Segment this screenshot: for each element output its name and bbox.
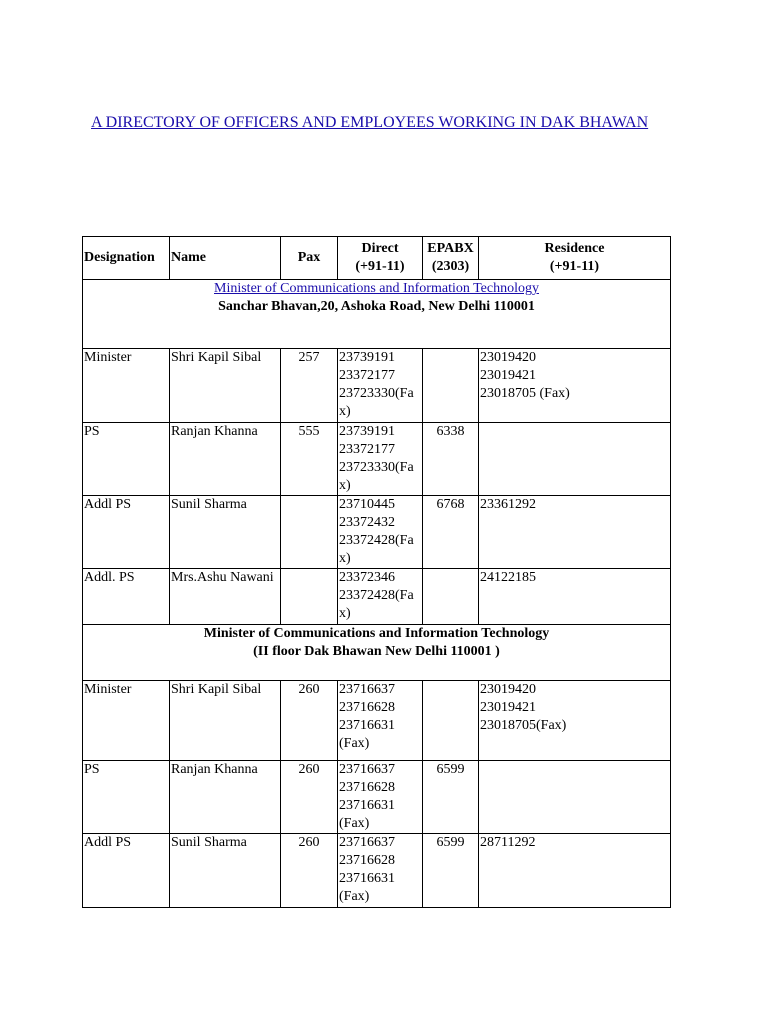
epabx-cell (423, 681, 479, 761)
direct-line: 23716628 (339, 853, 395, 868)
residence-line: 23019421 (480, 368, 536, 383)
epabx-cell (423, 349, 479, 423)
name-cell: Shri Kapil Sibal (170, 681, 281, 761)
pax-cell: 260 (281, 761, 338, 834)
direct-cell (338, 681, 423, 761)
table-row (83, 834, 671, 908)
direct-line: 23372428(Fa (339, 588, 414, 603)
designation-cell: Addl. PS (83, 569, 170, 625)
header-residence: Residence (+91-11) (479, 237, 671, 280)
direct-line: 23716631 (339, 718, 395, 733)
direct-line: 23372432 (339, 515, 395, 530)
name-cell: Ranjan Khanna (170, 761, 281, 834)
header-direct: Direct (+91-11) (338, 237, 423, 280)
document-title[interactable]: A DIRECTORY OF OFFICERS AND EMPLOYEES WORKING IN DAK BHAWAN (91, 114, 649, 131)
residence-line: 28711292 (480, 835, 536, 850)
direct-line: 23372346 (339, 570, 395, 585)
designation-cell: Minister (83, 681, 170, 761)
direct-line: 23723330(Fa (339, 386, 414, 401)
direct-line: x) (339, 478, 351, 493)
residence-cell (479, 761, 671, 834)
direct-line: (Fax) (339, 816, 370, 831)
section-heading-cell (83, 625, 671, 681)
header-epabx: EPABX (2303) (423, 237, 479, 280)
direct-cell (338, 834, 423, 908)
direct-cell (338, 496, 423, 569)
residence-line: 24122185 (480, 570, 536, 585)
direct-line: (Fax) (339, 736, 370, 751)
epabx-cell: 6768 (423, 496, 479, 569)
epabx-cell (423, 569, 479, 625)
section-heading: Minister of Communications and Information Technology (203, 626, 550, 641)
header-name: Name (170, 237, 281, 280)
directory-body (83, 280, 671, 908)
name-cell: Sunil Sharma (170, 496, 281, 569)
section-heading-link[interactable]: Minister of Communications and Information Technology (214, 281, 539, 296)
direct-line: 23716631 (339, 798, 395, 813)
name-cell: Ranjan Khanna (170, 423, 281, 496)
direct-cell (338, 349, 423, 423)
residence-line: 23019420 (480, 350, 536, 365)
designation-cell: Minister (83, 349, 170, 423)
designation-cell: Addl PS (83, 834, 170, 908)
direct-line: x) (339, 606, 351, 621)
direct-line: 23716628 (339, 780, 395, 795)
pax-cell: 260 (281, 834, 338, 908)
direct-line: 23372177 (339, 368, 395, 383)
header-pax: Pax (281, 237, 338, 280)
table-row (83, 569, 671, 625)
section-heading-cell (83, 280, 671, 349)
name-cell: Shri Kapil Sibal (170, 349, 281, 423)
section-address: (II floor Dak Bhawan New Delhi 110001 ) (253, 644, 500, 659)
residence-line: 23018705 (Fax) (480, 386, 570, 401)
epabx-cell: 6599 (423, 761, 479, 834)
pax-cell: 257 (281, 349, 338, 423)
designation-cell: Addl PS (83, 496, 170, 569)
direct-line: 23372428(Fa (339, 533, 414, 548)
designation-cell: PS (83, 423, 170, 496)
residence-cell (479, 681, 671, 761)
direct-cell (338, 423, 423, 496)
direct-line: 23716631 (339, 871, 395, 886)
table-row (83, 349, 671, 423)
direct-line: 23739191 (339, 350, 395, 365)
section-header-row (83, 625, 671, 681)
header-row (83, 237, 671, 280)
direct-line: 23716637 (339, 835, 395, 850)
table-row (83, 681, 671, 761)
direct-line: 23716637 (339, 682, 395, 697)
pax-cell: 555 (281, 423, 338, 496)
directory-table (82, 236, 671, 908)
residence-cell (479, 569, 671, 625)
section-address: Sanchar Bhavan,20, Ashoka Road, New Delhi 110001 (218, 299, 535, 314)
pax-cell: 260 (281, 681, 338, 761)
residence-cell (479, 496, 671, 569)
direct-cell (338, 761, 423, 834)
residence-cell (479, 423, 671, 496)
direct-line: 23372177 (339, 442, 395, 457)
direct-line: 23716628 (339, 700, 395, 715)
residence-cell (479, 349, 671, 423)
pax-cell (281, 569, 338, 625)
residence-line: 23361292 (480, 497, 536, 512)
direct-line: (Fax) (339, 889, 370, 904)
residence-line: 23019421 (480, 700, 536, 715)
table-row (83, 496, 671, 569)
residence-line: 23018705(Fax) (480, 718, 567, 733)
residence-cell (479, 834, 671, 908)
direct-line: x) (339, 404, 351, 419)
epabx-cell: 6599 (423, 834, 479, 908)
direct-line: x) (339, 551, 351, 566)
name-cell: Sunil Sharma (170, 834, 281, 908)
direct-line: 23739191 (339, 424, 395, 439)
table-row (83, 761, 671, 834)
residence-line: 23019420 (480, 682, 536, 697)
direct-line: 23710445 (339, 497, 395, 512)
epabx-cell: 6338 (423, 423, 479, 496)
direct-cell (338, 569, 423, 625)
table-row (83, 423, 671, 496)
name-cell: Mrs.Ashu Nawani (170, 569, 281, 625)
direct-line: 23716637 (339, 762, 395, 777)
direct-line: 23723330(Fa (339, 460, 414, 475)
section-header-row (83, 280, 671, 349)
pax-cell (281, 496, 338, 569)
header-designation: Designation (83, 237, 170, 280)
designation-cell: PS (83, 761, 170, 834)
